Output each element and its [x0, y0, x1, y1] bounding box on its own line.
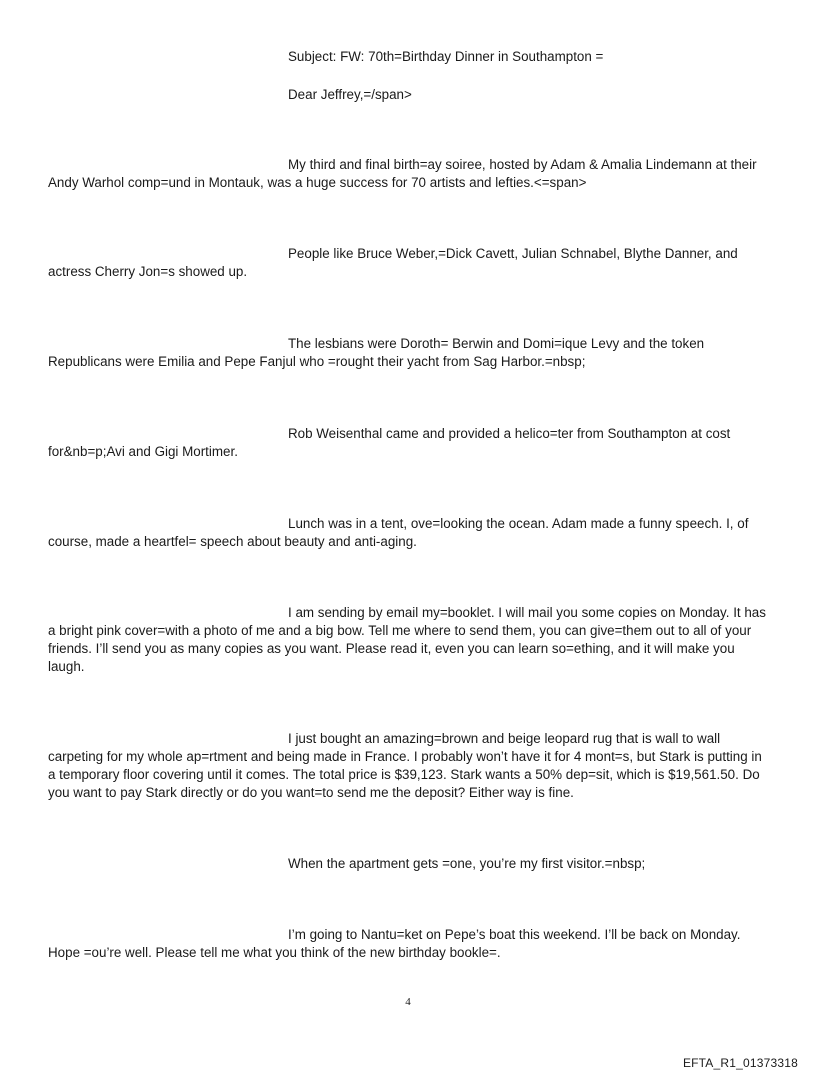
body-paragraph-7: I just bought an amazing=brown and beige leopard rug that is wall to wall carpeting for my whole ap=rtment and being made in France. I probably won’t have it for 4 mont=s, but Stark is putting in a temporary floor covering until it comes. The total price is $39,123. Stark wants a 50% dep=sit, which is $19,561.50. Do you want to pay Stark directly or do you want=to send me the deposit? Either way is fine. [48, 731, 762, 800]
email-salutation: Dear Jeffrey,=/span> [288, 87, 412, 102]
body-paragraph-6: I am sending by email my=booklet. I will mail you some copies on Monday. It has a bright pink cover=with a photo of me and a big bow. Tell me where to send them, you can give=them out to all of your friends. I’ll send you as many copies as you want. Please read it, even you can learn so=ething, and it will make you laugh. [48, 605, 766, 674]
body-paragraph-5: Lunch was in a tent, ove=looking the ocean. Adam made a funny speech. I, of course, made a heartfel= speech about beauty and anti-aging. [48, 516, 749, 549]
body-paragraph-9: I’m going to Nantu=ket on Pepe’s boat this weekend. I’ll be back on Monday. Hope =ou’re well. Please tell me what you think of the new birthday bookle=. [48, 927, 741, 960]
page-number: 4 [405, 996, 411, 1008]
body-paragraph-2: People like Bruce Weber,=Dick Cavett, Julian Schnabel, Blythe Danner, and actress Cherry Jon=s showed up. [48, 246, 738, 279]
body-paragraph-3: The lesbians were Doroth= Berwin and Domi=ique Levy and the token Republicans were Emilia and Pepe Fanjul who =rought their yacht from Sag Harbor.=nbsp; [48, 336, 705, 369]
email-subject: Subject: FW: 70th=Birthday Dinner in Southampton = [288, 49, 604, 64]
body-paragraph-4: Rob Weisenthal came and provided a helico=ter from Southampton at cost for&nb=p;Avi and Gigi Mortimer. [48, 426, 731, 459]
document-id: EFTA_R1_01373318 [682, 1056, 798, 1070]
body-paragraph-1: My third and final birth=ay soiree, hosted by Adam & Amalia Lindemann at their Andy Warhol comp=und in Montauk, was a huge success for 70 artists and lefties.<=span> [48, 157, 757, 190]
body-paragraph-8: When the apartment gets =one, you’re my first visitor.=nbsp; [288, 856, 646, 871]
